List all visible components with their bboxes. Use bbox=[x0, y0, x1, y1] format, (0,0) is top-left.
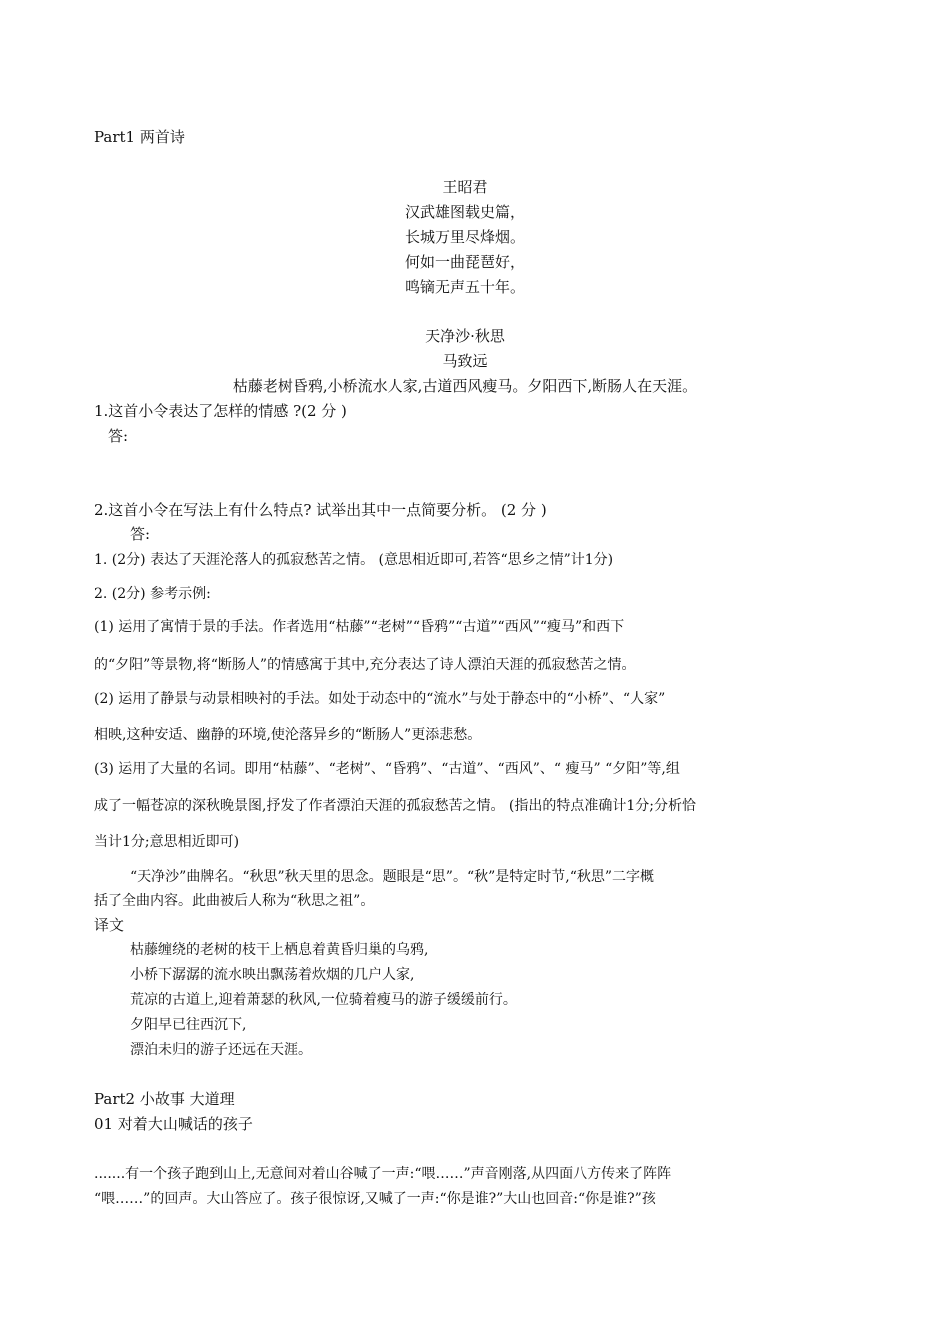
story-line: .......有一个孩子跑到山上,无意间对着山谷喊了一声:“喂……”声音刚落,从四面八方传来了阵阵 bbox=[94, 1166, 672, 1182]
poem2-author: 马致远 bbox=[442, 352, 488, 370]
translation-line: 小桥下潺潺的流水映出飘荡着炊烟的几户人家, bbox=[130, 967, 415, 983]
answer-line: (1) 运用了寓情于景的手法。作者选用“枯藤”“老树”“昏鸦”“古道”“西风”“瘦马”和西下 bbox=[94, 619, 625, 635]
translation-line: 枯藤缠绕的老树的枝干上栖息着黄昏归巢的乌鸦, bbox=[130, 942, 429, 958]
translation-line: 夕阳早已往西沉下, bbox=[130, 1017, 247, 1033]
part2-heading: Part2 小故事 大道理 bbox=[94, 1090, 235, 1108]
question-1: 1.这首小令表达了怎样的情感 ?(2 分 ) bbox=[94, 402, 347, 420]
translation-label: 译文 bbox=[94, 916, 125, 934]
story-line: “喂……”的回声。大山答应了。孩子很惊讶,又喊了一声:“你是谁?”大山也回音:“你是谁?”孩 bbox=[94, 1191, 656, 1207]
answer-line: (3) 运用了大量的名词。即用“枯藤”、“老树”、“昏鸦”、“古道”、“西风”、“ 瘦马” “夕阳”等,组 bbox=[94, 761, 680, 777]
poem1-line: 长城万里尽烽烟。 bbox=[404, 228, 525, 246]
answer-2-label: 答: bbox=[130, 525, 151, 543]
poem2-text: 枯藤老树昏鸦,小桥流水人家,古道西风瘦马。夕阳西下,断肠人在天涯。 bbox=[232, 377, 698, 395]
poem1-line: 鸣镝无声五十年。 bbox=[404, 278, 525, 296]
part1-heading: Part1 两首诗 bbox=[94, 128, 185, 146]
poem1-line: 汉武雄图载史篇， bbox=[404, 203, 525, 221]
translation-line: 漂泊未归的游子还远在天涯。 bbox=[130, 1042, 312, 1058]
poem2-title: 天净沙·秋思 bbox=[425, 327, 505, 345]
poem1-title: 王昭君 bbox=[442, 178, 488, 196]
answer-line: 当计1分;意思相近即可) bbox=[94, 834, 240, 850]
answer-line: 成了一幅苍凉的深秋晚景图,抒发了作者漂泊天涯的孤寂愁苦之情。 (指出的特点准确计1分;分析恰 bbox=[94, 798, 696, 814]
answer-line: 2. (2分) 参考示例: bbox=[94, 586, 211, 602]
answer-line: 1. (2分) 表达了天涯沦落人的孤寂愁苦之情。 (意思相近即可,若答“思乡之情”计1分) bbox=[94, 552, 614, 568]
answer-line: (2) 运用了静景与动景相映衬的手法。如处于动态中的“流水”与处于静态中的“小桥”、“人家” bbox=[94, 691, 666, 707]
note-line: 括了全曲内容。此曲被后人称为“秋思之祖”。 bbox=[94, 893, 375, 909]
note-line: “天净沙”曲牌名。“秋思”秋天里的思念。题眼是“思”。“秋”是特定时节,“秋思”二字概 bbox=[130, 869, 655, 885]
story-title: 01 对着大山喊话的孩子 bbox=[94, 1115, 253, 1133]
answer-1-label: 答: bbox=[108, 427, 129, 445]
question-2: 2.这首小令在写法上有什么特点? 试举出其中一点简要分析。 (2 分 ) bbox=[94, 501, 547, 519]
answer-line: 的“夕阳”等景物,将“断肠人”的情感寓于其中,充分表达了诗人漂泊天涯的孤寂愁苦之情。 bbox=[94, 657, 636, 673]
poem1-line: 何如一曲琵琶好， bbox=[404, 253, 525, 271]
answer-line: 相映,这种安适、幽静的环境,使沦落异乡的“断肠人”更添悲愁。 bbox=[94, 727, 482, 743]
translation-line: 荒凉的古道上,迎着萧瑟的秋风,一位骑着瘦马的游子缓缓前行。 bbox=[130, 992, 517, 1008]
